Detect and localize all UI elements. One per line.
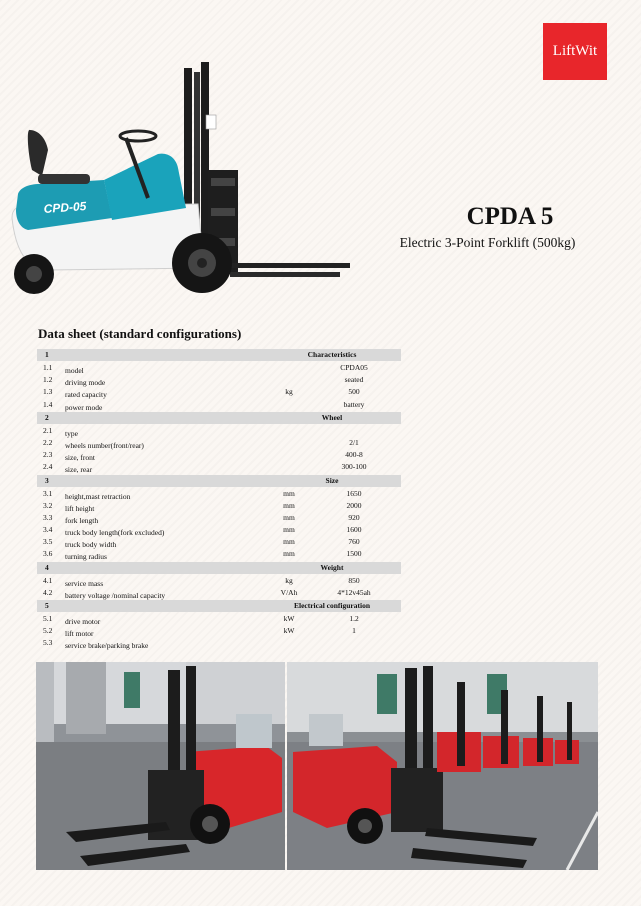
row-unit: kg (285, 575, 293, 585)
row-value: 1.2 (349, 614, 359, 623)
row-value: 1600 (346, 525, 362, 535)
row-value: 4*12v45ah (337, 587, 371, 597)
row-name: service brake/parking brake (65, 641, 149, 651)
row-number: 3.5 (43, 537, 53, 547)
section-number: 1 (45, 350, 49, 359)
row-name: model (65, 366, 84, 375)
row-name: truck body width (65, 540, 117, 550)
row-unit: kg (285, 387, 293, 397)
badge-text: CPD-05 (43, 199, 87, 216)
row-name: lift motor (65, 629, 94, 639)
row-name: rated capacity (65, 390, 107, 400)
row-value: seated (344, 375, 364, 385)
row-number: 1.1 (43, 363, 53, 372)
table-row (37, 548, 401, 560)
forklift-photo-left (36, 662, 285, 870)
row-unit: mm (283, 512, 295, 522)
row-value: battery (343, 399, 365, 409)
row-value: 2000 (346, 500, 362, 510)
table-row (37, 625, 401, 637)
table-row (37, 425, 401, 437)
row-name: type (65, 428, 78, 438)
row-number: 2.4 (43, 462, 53, 472)
row-value: CPDA05 (340, 363, 368, 372)
row-name: drive motor (65, 617, 101, 626)
table-row (37, 362, 401, 374)
section-header (37, 412, 401, 424)
product-title: CPDA 5 (466, 203, 554, 230)
row-number: 3.1 (43, 488, 53, 498)
row-unit: mm (283, 488, 295, 498)
row-name: size, front (65, 453, 95, 463)
table-row (37, 488, 401, 500)
table-row (37, 374, 401, 386)
row-value: 760 (348, 537, 360, 547)
row-name: turning radius (65, 552, 107, 562)
section-header (37, 600, 401, 612)
row-value: 500 (348, 387, 360, 397)
section-title: Weight (320, 562, 344, 572)
row-number: 4.1 (43, 575, 53, 585)
table-row (37, 512, 401, 524)
section-title: Electrical configuration (293, 601, 371, 610)
row-number: 5.1 (43, 614, 53, 623)
table-row (37, 500, 401, 512)
row-unit: mm (283, 500, 295, 510)
table-row (37, 587, 401, 599)
row-unit: mm (283, 537, 295, 547)
section-header (37, 562, 401, 574)
row-name: power mode (65, 402, 103, 412)
row-unit: V/Ah (280, 587, 298, 597)
row-number: 1.2 (43, 375, 53, 385)
row-unit: kW (283, 626, 295, 636)
row-unit: kW (283, 614, 295, 623)
table-row (37, 437, 401, 449)
table-row (37, 536, 401, 548)
section-number: 4 (45, 562, 49, 572)
row-number: 2.2 (43, 437, 53, 447)
product-photos (36, 662, 598, 870)
table-row (37, 524, 401, 536)
liftwit-logo (543, 23, 607, 80)
table-row (37, 575, 401, 587)
row-number: 3.3 (43, 512, 53, 522)
row-name: truck body length(fork excluded) (65, 528, 165, 538)
row-number: 2.3 (43, 450, 53, 460)
row-value: 2/1 (349, 437, 359, 447)
section-number: 2 (45, 412, 49, 422)
table-row (37, 637, 401, 649)
row-unit: mm (283, 549, 295, 559)
section-number: 5 (45, 601, 49, 610)
row-unit: mm (283, 525, 295, 535)
row-name: battery voltage /nominal capacity (65, 590, 166, 600)
row-name: height,mast retraction (65, 491, 131, 501)
row-number: 3.6 (43, 549, 53, 559)
datasheet-heading: Data sheet (standard configurations) (38, 326, 242, 341)
row-name: wheels number(front/rear) (65, 440, 144, 450)
row-number: 4.2 (43, 587, 53, 597)
row-value: 1650 (346, 488, 362, 498)
row-name: size, rear (65, 465, 93, 475)
section-header (37, 475, 401, 487)
forklift-hero-image (8, 58, 353, 303)
row-number: 1.4 (43, 399, 53, 409)
table-row (37, 399, 401, 411)
row-number: 1.3 (43, 387, 53, 397)
table-row (37, 461, 401, 473)
logo-text: LiftWit (552, 43, 598, 59)
section-title: Size (325, 475, 339, 485)
section-title: Wheel (321, 412, 343, 422)
section-header (37, 349, 401, 361)
row-value: 1500 (346, 549, 362, 559)
row-number: 3.2 (43, 500, 53, 510)
row-number: 5.3 (43, 638, 53, 648)
section-title: Characteristics (307, 350, 357, 359)
row-value: 1 (352, 626, 356, 636)
row-number: 2.1 (43, 425, 53, 435)
row-number: 5.2 (43, 626, 53, 636)
section-number: 3 (45, 475, 49, 485)
row-name: driving mode (65, 378, 106, 388)
row-name: fork length (65, 515, 99, 525)
row-value: 850 (348, 575, 360, 585)
row-number: 3.4 (43, 525, 53, 535)
row-value: 920 (348, 512, 360, 522)
row-name: service mass (65, 578, 104, 588)
table-row (37, 613, 401, 625)
row-name: lift height (65, 503, 95, 513)
table-row (37, 449, 401, 461)
forklift-photo-right (287, 662, 598, 870)
spec-table (37, 348, 401, 650)
row-value: 400-8 (345, 450, 363, 460)
row-value: 300-100 (341, 462, 367, 472)
table-row (37, 386, 401, 398)
product-subtitle: Electric 3-Point Forklift (500kg) (399, 235, 576, 250)
